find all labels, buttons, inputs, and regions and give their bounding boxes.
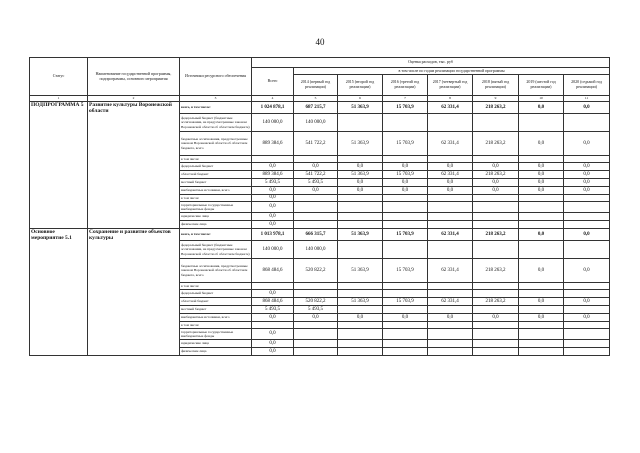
row-total-value: 868 484,6 bbox=[252, 298, 294, 306]
row-year-value bbox=[338, 348, 383, 356]
row-total-value: 0,0 bbox=[252, 202, 294, 213]
row-year-value bbox=[294, 283, 338, 290]
row-total-value: 868 484,6 bbox=[252, 259, 294, 283]
row-year-value bbox=[294, 195, 338, 202]
row-source: в том числе: bbox=[180, 156, 252, 163]
row-year-value bbox=[294, 322, 338, 329]
row-year-value: 62 331,4 bbox=[428, 298, 473, 306]
row-year-value bbox=[564, 114, 610, 132]
row-year-value bbox=[428, 306, 473, 314]
row-year-value: 218 263,2 bbox=[473, 102, 519, 114]
row-year-value bbox=[338, 241, 383, 259]
row-year-value: 15 703,9 bbox=[383, 132, 428, 156]
row-year-value bbox=[473, 290, 519, 298]
row-year-value: 0,0 bbox=[564, 102, 610, 114]
row-source: федеральный бюджет bbox=[180, 290, 252, 298]
row-source: территориальные государственные внебюджетные фонды bbox=[180, 202, 252, 213]
row-year-value bbox=[383, 202, 428, 213]
row-year-value: 0,0 bbox=[519, 229, 564, 241]
row-year-value bbox=[338, 213, 383, 221]
header-name: Наименование государственной программы, подпрограммы, основного мероприятия bbox=[88, 58, 180, 96]
row-year-value bbox=[519, 195, 564, 202]
row-source: внебюджетные источники, всего bbox=[180, 314, 252, 322]
header-year: 2017 (четвертый год реализации) bbox=[428, 75, 473, 96]
row-year-value: 541 722,2 bbox=[294, 171, 338, 179]
row-year-value: 0,0 bbox=[473, 314, 519, 322]
row-year-value: 0,0 bbox=[338, 179, 383, 187]
header-estimate: Оценка расходов, тыс. руб bbox=[252, 58, 610, 68]
row-year-value: 0,0 bbox=[519, 102, 564, 114]
row-total-value: 0,0 bbox=[252, 221, 294, 229]
row-year-value: 0,0 bbox=[338, 314, 383, 322]
row-year-value: 5 493,5 bbox=[294, 179, 338, 187]
row-year-value bbox=[383, 306, 428, 314]
row-year-value: 0,0 bbox=[519, 171, 564, 179]
row-year-value bbox=[564, 290, 610, 298]
row-year-value bbox=[428, 241, 473, 259]
row-year-value: 15 703,9 bbox=[383, 229, 428, 241]
row-total-value: 5 493,5 bbox=[252, 306, 294, 314]
row-year-value bbox=[338, 195, 383, 202]
row-year-value bbox=[564, 213, 610, 221]
row-source: всего, в том числе: bbox=[180, 229, 252, 241]
row-year-value bbox=[519, 213, 564, 221]
row-year-value: 15 703,9 bbox=[383, 259, 428, 283]
row-year-value: 0,0 bbox=[519, 179, 564, 187]
row-year-value: 0,0 bbox=[564, 132, 610, 156]
row-year-value: 0,0 bbox=[564, 187, 610, 195]
row-year-value: 51 363,9 bbox=[338, 132, 383, 156]
row-source: физические лица bbox=[180, 348, 252, 356]
row-year-value: 0,0 bbox=[564, 298, 610, 306]
row-year-value: 520 822,2 bbox=[294, 259, 338, 283]
row-year-value: 0,0 bbox=[473, 163, 519, 171]
row-year-value bbox=[473, 348, 519, 356]
row-year-value bbox=[473, 213, 519, 221]
row-year-value: 62 331,4 bbox=[428, 171, 473, 179]
row-year-value: 140 000,0 bbox=[294, 241, 338, 259]
row-year-value bbox=[428, 195, 473, 202]
row-year-value: 0,0 bbox=[428, 163, 473, 171]
row-year-value: 0,0 bbox=[383, 179, 428, 187]
row-year-value bbox=[383, 283, 428, 290]
row-total-value: 0,0 bbox=[252, 348, 294, 356]
row-year-value bbox=[519, 329, 564, 340]
row-source: бюджетные ассигнования, предусмотренные законом Воронежской области об областном бюджете, всего bbox=[180, 259, 252, 283]
row-year-value bbox=[383, 322, 428, 329]
row-year-value: 666 315,7 bbox=[294, 229, 338, 241]
header-year: 2018 (пятый год реализации) bbox=[473, 75, 519, 96]
row-year-value bbox=[428, 290, 473, 298]
row-year-value bbox=[519, 114, 564, 132]
header-year: 2019 (шестой год реализации) bbox=[519, 75, 564, 96]
row-year-value: 15 703,9 bbox=[383, 298, 428, 306]
table-row bbox=[30, 229, 610, 241]
row-year-value bbox=[473, 340, 519, 348]
row-year-value bbox=[338, 329, 383, 340]
row-year-value bbox=[428, 221, 473, 229]
header-total: Всего bbox=[252, 68, 294, 96]
row-year-value bbox=[428, 348, 473, 356]
row-total-value: 5 493,5 bbox=[252, 179, 294, 187]
row-total-value: 0,0 bbox=[252, 213, 294, 221]
row-year-value bbox=[519, 340, 564, 348]
row-source: юридические лица bbox=[180, 213, 252, 221]
row-year-value bbox=[338, 202, 383, 213]
row-year-value: 0,0 bbox=[564, 229, 610, 241]
header-year: 2015 (второй год реализации) bbox=[338, 75, 383, 96]
row-year-value bbox=[473, 195, 519, 202]
row-year-value bbox=[428, 114, 473, 132]
row-total-value: 0,0 bbox=[252, 195, 294, 202]
row-year-value: 0,0 bbox=[564, 163, 610, 171]
row-source: внебюджетные источники, всего bbox=[180, 187, 252, 195]
row-year-value: 0,0 bbox=[428, 314, 473, 322]
row-year-value: 51 363,9 bbox=[338, 171, 383, 179]
row-year-value bbox=[473, 306, 519, 314]
row-year-value: 0,0 bbox=[428, 179, 473, 187]
row-source: юридические лица bbox=[180, 340, 252, 348]
row-year-value bbox=[473, 156, 519, 163]
row-year-value bbox=[519, 306, 564, 314]
row-year-value bbox=[383, 114, 428, 132]
row-source: в том числе: bbox=[180, 322, 252, 329]
row-total-value: 889 384,6 bbox=[252, 132, 294, 156]
row-year-value bbox=[519, 348, 564, 356]
row-year-value bbox=[564, 241, 610, 259]
row-year-value: 62 331,4 bbox=[428, 132, 473, 156]
header-year: 2016 (третий год реализации) bbox=[383, 75, 428, 96]
row-year-value bbox=[383, 241, 428, 259]
row-year-value bbox=[383, 156, 428, 163]
row-source: федеральный бюджет (бюджетные ассигнования, не предусмотренные законом Воронежской области об областном бюджете) bbox=[180, 114, 252, 132]
row-year-value bbox=[383, 329, 428, 340]
row-year-value: 218 263,2 bbox=[473, 171, 519, 179]
row-year-value bbox=[428, 156, 473, 163]
row-year-value: 51 363,9 bbox=[338, 229, 383, 241]
row-year-value: 62 331,4 bbox=[428, 259, 473, 283]
row-total-value: 0,0 bbox=[252, 187, 294, 195]
column-number: 7 bbox=[383, 96, 428, 102]
row-year-value bbox=[564, 329, 610, 340]
row-year-value: 0,0 bbox=[564, 171, 610, 179]
row-year-value bbox=[338, 283, 383, 290]
row-source: местный бюджет bbox=[180, 179, 252, 187]
row-year-value bbox=[294, 340, 338, 348]
row-year-value: 0,0 bbox=[294, 187, 338, 195]
row-year-value bbox=[294, 213, 338, 221]
row-year-value bbox=[564, 322, 610, 329]
row-total-value: 140 000,0 bbox=[252, 241, 294, 259]
column-number: 9 bbox=[473, 96, 519, 102]
row-year-value bbox=[473, 202, 519, 213]
row-year-value bbox=[519, 156, 564, 163]
row-year-value bbox=[564, 348, 610, 356]
row-year-value bbox=[294, 348, 338, 356]
row-total-value: 1 013 978,1 bbox=[252, 229, 294, 241]
row-year-value: 51 363,9 bbox=[338, 259, 383, 283]
row-year-value: 0,0 bbox=[294, 163, 338, 171]
row-year-value: 140 000,0 bbox=[294, 114, 338, 132]
row-total-value bbox=[252, 322, 294, 329]
row-year-value bbox=[383, 221, 428, 229]
row-year-value: 0,0 bbox=[519, 187, 564, 195]
row-year-value: 51 363,9 bbox=[338, 298, 383, 306]
row-year-value: 0,0 bbox=[473, 179, 519, 187]
row-year-value bbox=[383, 290, 428, 298]
row-year-value: 0,0 bbox=[473, 187, 519, 195]
row-source: в том числе: bbox=[180, 195, 252, 202]
row-year-value bbox=[564, 306, 610, 314]
row-year-value: 51 363,9 bbox=[338, 102, 383, 114]
row-year-value bbox=[428, 340, 473, 348]
row-year-value: 0,0 bbox=[294, 314, 338, 322]
row-year-value: 0,0 bbox=[383, 163, 428, 171]
row-year-value bbox=[428, 213, 473, 221]
row-year-value: 0,0 bbox=[519, 314, 564, 322]
row-year-value bbox=[294, 202, 338, 213]
row-source: территориальные государственные внебюджетные фонды bbox=[180, 329, 252, 340]
row-year-value bbox=[564, 283, 610, 290]
header-year: 2014 (первый год реализации) bbox=[294, 75, 338, 96]
row-year-value: 0,0 bbox=[338, 187, 383, 195]
row-year-value bbox=[383, 195, 428, 202]
column-number: 2 bbox=[88, 96, 180, 102]
row-year-value bbox=[338, 221, 383, 229]
row-total-value: 0,0 bbox=[252, 340, 294, 348]
row-year-value bbox=[519, 202, 564, 213]
row-year-value: 218 263,2 bbox=[473, 259, 519, 283]
header-status: Статус bbox=[30, 58, 88, 96]
row-total-value: 889 384,6 bbox=[252, 171, 294, 179]
row-year-value bbox=[473, 114, 519, 132]
column-number: 10 bbox=[519, 96, 564, 102]
row-year-value: 0,0 bbox=[383, 187, 428, 195]
page-number: 40 bbox=[315, 37, 325, 47]
row-year-value: 218 263,2 bbox=[473, 229, 519, 241]
row-year-value bbox=[564, 340, 610, 348]
row-year-value bbox=[564, 202, 610, 213]
column-number: 1 bbox=[30, 96, 88, 102]
row-program-name: Развитие культуры Воронежской области bbox=[88, 102, 180, 229]
row-total-value: 1 024 878,1 bbox=[252, 102, 294, 114]
row-year-value bbox=[473, 283, 519, 290]
row-year-value bbox=[564, 221, 610, 229]
row-year-value: 0,0 bbox=[564, 259, 610, 283]
row-year-value bbox=[519, 322, 564, 329]
row-year-value bbox=[294, 329, 338, 340]
row-year-value bbox=[383, 340, 428, 348]
row-year-value: 62 331,4 bbox=[428, 229, 473, 241]
row-source: в том числе: bbox=[180, 283, 252, 290]
row-year-value: 541 722,2 bbox=[294, 132, 338, 156]
row-year-value: 0,0 bbox=[383, 314, 428, 322]
row-source: областной бюджет bbox=[180, 298, 252, 306]
row-year-value bbox=[428, 283, 473, 290]
row-year-value: 0,0 bbox=[519, 259, 564, 283]
column-number: 11 bbox=[564, 96, 610, 102]
row-total-value: 0,0 bbox=[252, 290, 294, 298]
column-number: 5 bbox=[294, 96, 338, 102]
row-year-value: 0,0 bbox=[338, 163, 383, 171]
table-row bbox=[30, 102, 610, 114]
column-number: 4 bbox=[252, 96, 294, 102]
row-year-value bbox=[473, 221, 519, 229]
row-program-name: Сохранение и развитие объектов культуры bbox=[88, 229, 180, 356]
row-source: всего, в том числе: bbox=[180, 102, 252, 114]
row-total-value: 0,0 bbox=[252, 314, 294, 322]
row-year-value bbox=[428, 329, 473, 340]
column-number: 6 bbox=[338, 96, 383, 102]
row-year-value: 0,0 bbox=[428, 187, 473, 195]
budget-table bbox=[29, 57, 610, 356]
row-year-value bbox=[294, 156, 338, 163]
row-year-value: 520 822,2 bbox=[294, 298, 338, 306]
row-total-value: 0,0 bbox=[252, 329, 294, 340]
row-year-value bbox=[473, 322, 519, 329]
row-year-value bbox=[338, 340, 383, 348]
row-year-value bbox=[564, 156, 610, 163]
row-year-value: 0,0 bbox=[564, 179, 610, 187]
row-year-value bbox=[519, 283, 564, 290]
column-number: 3 bbox=[180, 96, 252, 102]
row-year-value bbox=[519, 241, 564, 259]
row-source: федеральный бюджет bbox=[180, 163, 252, 171]
row-total-value bbox=[252, 156, 294, 163]
row-year-value bbox=[338, 322, 383, 329]
row-source: областной бюджет bbox=[180, 171, 252, 179]
row-status: Основное мероприятие 5.1 bbox=[30, 229, 88, 356]
row-year-value: 687 215,7 bbox=[294, 102, 338, 114]
row-year-value bbox=[428, 202, 473, 213]
row-year-value bbox=[519, 221, 564, 229]
header-source: Источники ресурсного обеспечения bbox=[180, 58, 252, 96]
row-source: физические лица bbox=[180, 221, 252, 229]
row-year-value: 62 331,4 bbox=[428, 102, 473, 114]
row-year-value bbox=[383, 348, 428, 356]
row-year-value bbox=[473, 241, 519, 259]
row-year-value bbox=[338, 306, 383, 314]
row-year-value bbox=[473, 329, 519, 340]
row-source: местный бюджет bbox=[180, 306, 252, 314]
row-year-value bbox=[338, 114, 383, 132]
row-year-value: 218 263,2 bbox=[473, 298, 519, 306]
row-year-value bbox=[294, 290, 338, 298]
row-total-value: 0,0 bbox=[252, 163, 294, 171]
row-year-value: 0,0 bbox=[519, 163, 564, 171]
row-year-value: 218 263,2 bbox=[473, 132, 519, 156]
row-year-value bbox=[338, 156, 383, 163]
row-total-value bbox=[252, 283, 294, 290]
row-year-value: 5 493,5 bbox=[294, 306, 338, 314]
row-year-value bbox=[294, 221, 338, 229]
row-year-value bbox=[383, 213, 428, 221]
row-source: федеральный бюджет (бюджетные ассигнования, не предусмотренные законом Воронежской области об областном бюджете) bbox=[180, 241, 252, 259]
row-total-value: 140 000,0 bbox=[252, 114, 294, 132]
row-year-value bbox=[428, 322, 473, 329]
row-year-value bbox=[564, 195, 610, 202]
row-year-value: 15 703,9 bbox=[383, 171, 428, 179]
row-source: бюджетные ассигнования, предусмотренные законом Воронежской области об областном бюджете, всего bbox=[180, 132, 252, 156]
row-year-value bbox=[338, 290, 383, 298]
row-year-value: 15 703,9 bbox=[383, 102, 428, 114]
header-years-caption: в том числе по годам реализации государственной программы bbox=[294, 68, 610, 75]
row-year-value: 0,0 bbox=[564, 314, 610, 322]
column-number: 8 bbox=[428, 96, 473, 102]
row-status: ПОДПРОГРАММА 5 bbox=[30, 102, 88, 229]
row-year-value: 0,0 bbox=[519, 132, 564, 156]
row-year-value: 0,0 bbox=[519, 298, 564, 306]
header-year: 2020 (седьмой год реализации) bbox=[564, 75, 610, 96]
row-year-value bbox=[519, 290, 564, 298]
